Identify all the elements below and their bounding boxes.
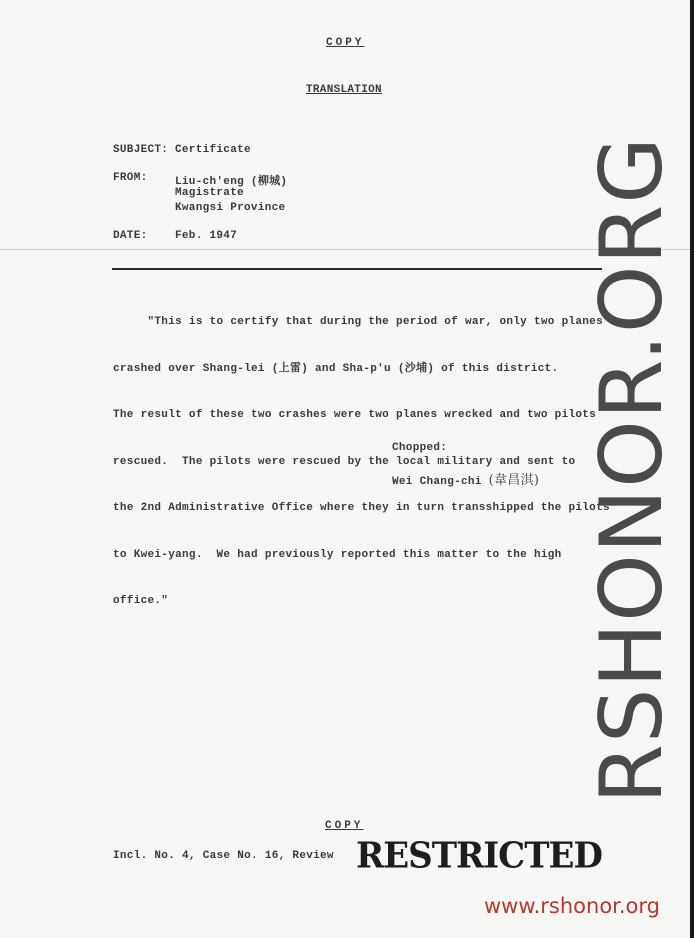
subject-value: Certificate bbox=[175, 144, 251, 156]
watermark-url: www.rshonor.org bbox=[484, 894, 660, 918]
copy-heading: COPY bbox=[326, 37, 365, 49]
from-label: FROM: bbox=[113, 172, 148, 184]
watermark-vertical: RSHONOR.ORG bbox=[582, 136, 682, 804]
header-divider bbox=[112, 268, 602, 270]
body-line: "This is to certify that during the period of war, only two planes bbox=[113, 316, 603, 328]
body-line: the 2nd Administrative Office where they in turn transshipped the pilots bbox=[113, 502, 610, 514]
signer-line bbox=[392, 469, 539, 488]
body-line: The result of these two crashes were two planes wrecked and two pilots bbox=[113, 409, 597, 421]
date-value: Feb. 1947 bbox=[175, 230, 238, 242]
date-label: DATE: bbox=[113, 230, 148, 242]
inclusion-reference: Incl. No. 4, Case No. 16, Review bbox=[113, 850, 334, 862]
certificate-body bbox=[113, 284, 613, 641]
restricted-stamp: RESTRICTED bbox=[356, 835, 602, 877]
body-line: to Kwei-yang. We had previously reported this matter to the high bbox=[113, 548, 562, 561]
body-line: rescued. The pilots were rescued by the local military and sent to bbox=[113, 455, 576, 468]
signer-name: Wei Chang-chi bbox=[392, 476, 482, 488]
from-line-1: Liu-ch'eng (柳城) bbox=[175, 176, 288, 188]
translation-heading: TRANSLATION bbox=[306, 84, 382, 96]
chopped-label: Chopped: bbox=[392, 442, 448, 454]
body-line: office." bbox=[113, 595, 169, 607]
from-line-2: Magistrate bbox=[175, 187, 245, 199]
from-line-3: Kwangsi Province bbox=[175, 202, 286, 214]
copy-footer: COPY bbox=[325, 820, 364, 832]
body-line: crashed over Shang-lei (上雷) and Sha-p'u (沙埔) of this district. bbox=[113, 362, 559, 375]
signer-chinese-name: (韋昌淇) bbox=[488, 473, 540, 488]
subject-label: SUBJECT: bbox=[113, 144, 169, 156]
